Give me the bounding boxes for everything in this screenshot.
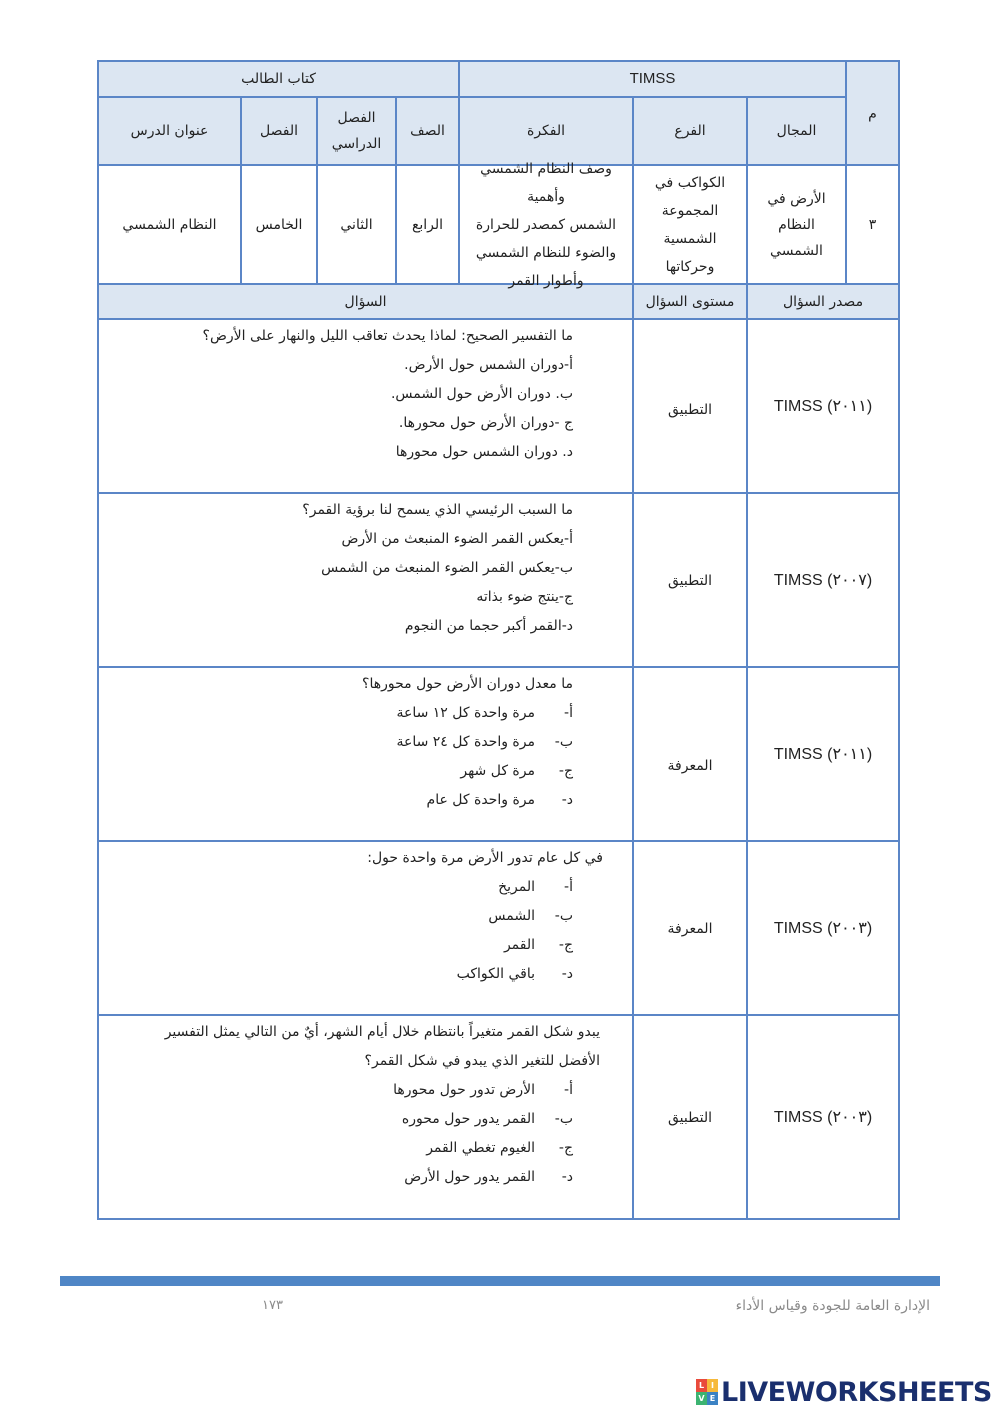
question-level: التطبيق (668, 1109, 712, 1126)
question-source: TIMSS (٢٠١١) (773, 397, 873, 415)
question-stem: يبدو شكل القمر متغيراً بانتظام خلال أيام الشهر، أيٌ من التالي يمثل التفسير (164, 1024, 600, 1040)
header-timss: TIMSS (629, 70, 676, 87)
liveworksheets-logo[interactable] (696, 1376, 992, 1408)
answer-option: ج-القمر (503, 937, 573, 953)
header-student-book: كتاب الطالب (241, 71, 316, 87)
row-number: ٣ (868, 217, 877, 233)
header-domain: المجال (776, 123, 817, 139)
header-grade: الصف (410, 123, 445, 139)
answer-option: د-مرة واحدة كل عام (426, 792, 573, 808)
question-stem: ما معدل دوران الأرض حول محورها؟ (362, 676, 573, 692)
questions-header-source: مصدر السؤال (782, 294, 864, 310)
answer-option: ج -دوران الأرض حول محورها. (398, 415, 573, 431)
header-m: م (868, 105, 877, 122)
answer-option: ب. دوران الأرض حول الشمس. (390, 386, 573, 402)
header-chapter: الفصل (260, 123, 298, 139)
question-stem: ما التفسير الصحيح: لماذا يحدث تعاقب الليل والنهار على الأرض؟ (202, 328, 573, 344)
question-text (110, 670, 573, 815)
footer-organization: الإدارة العامة للجودة وقياس الأداء (735, 1298, 930, 1314)
row-domain: الأرض في النظام الشمسي (767, 191, 826, 259)
row-lesson: النظام الشمسي (122, 217, 217, 233)
question-text (110, 844, 603, 989)
row-branch: الكواكب في المجموعة الشمسية وحركاتها (654, 175, 726, 275)
question-level: التطبيق (668, 401, 712, 418)
question-level: التطبيق (668, 572, 712, 589)
header-branch: الفرع (674, 123, 706, 139)
question-stem: في كل عام تدور الأرض مرة واحدة حول: (367, 850, 603, 866)
row-grade: الرابع (411, 217, 444, 233)
answer-option: أ-الأرض تدور حول محورها (393, 1082, 573, 1098)
row-chapter: الخامس (255, 217, 303, 233)
header-lesson: عنوان الدرس (130, 123, 209, 139)
liveworksheets-logo-icon: L I V E (696, 1379, 718, 1405)
answer-option: ج-الغيوم تغطي القمر (426, 1140, 573, 1156)
answer-option: ب-يعكس القمر الضوء المنبعث من الشمس (321, 560, 573, 576)
liveworksheets-logo-text: LIVEWORKSHEETS (721, 1376, 992, 1408)
answer-option: أ-المريخ (498, 879, 573, 895)
answer-option: ب-الشمس (488, 908, 573, 924)
question-source: TIMSS (٢٠٠٧) (773, 571, 873, 589)
questions-header-question: السؤال (344, 294, 387, 310)
question-stem: الأفضل للتغير الذي يبدو في شكل القمر؟ (364, 1053, 600, 1069)
question-source: TIMSS (٢٠١١) (773, 745, 873, 763)
question-level: المعرفة (667, 920, 713, 937)
question-text (110, 496, 573, 641)
footer-divider (60, 1276, 940, 1286)
row-term: الثاني (340, 217, 373, 233)
question-stem: ما السبب الرئيسي الذي يسمح لنا برؤية القمر؟ (302, 502, 573, 518)
answer-option: أ-يعكس القمر الضوء المنبعث من الأرض (341, 531, 573, 547)
answer-option: د-القمر أكبر حجما من النجوم (404, 618, 573, 634)
answer-option: أ-دوران الشمس حول الأرض. (404, 357, 573, 373)
answer-option: ج-مرة كل شهر (460, 763, 573, 779)
answer-option: ج-ينتج ضوء بذاته (476, 589, 573, 605)
header-term: الفصل الدراسي (331, 110, 382, 152)
answer-option: ب-القمر يدور حول محوره (401, 1111, 573, 1127)
row-idea: وصف النظام الشمسي وأهمية الشمس كمصدر للحرارة والضوء للنظام الشمسي وأطوار القمر (475, 161, 617, 289)
question-source: TIMSS (٢٠٠٣) (773, 919, 873, 937)
questions-header-level: مستوى السؤال (645, 294, 735, 310)
header-idea: الفكرة (526, 123, 566, 139)
question-text (110, 322, 573, 467)
answer-option: د. دوران الشمس حول محورها (395, 444, 573, 460)
answer-option: د-القمر يدور حول الأرض (404, 1169, 573, 1185)
question-level: المعرفة (667, 757, 713, 774)
question-source: TIMSS (٢٠٠٣) (773, 1108, 873, 1126)
answer-option: أ-مرة واحدة كل ١٢ ساعة (396, 705, 573, 721)
answer-option: ب-مرة واحدة كل ٢٤ ساعة (396, 734, 573, 750)
answer-option: د-باقي الكواكب (456, 966, 573, 982)
page-number: ١٧٣ (262, 1298, 283, 1313)
question-text (100, 1018, 600, 1192)
